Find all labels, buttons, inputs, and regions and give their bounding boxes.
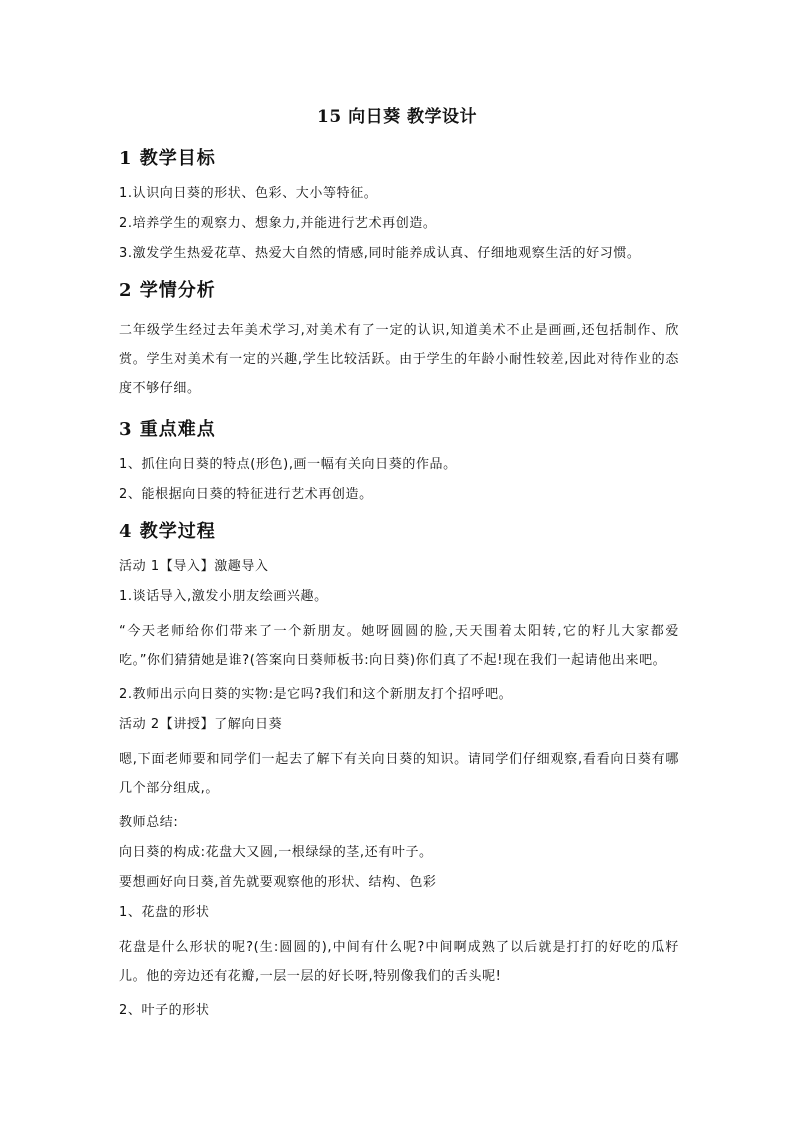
goal-item-2: 2.培养学生的观察力、想象力,并能进行艺术再创造。 (119, 216, 437, 231)
activity-2-title: 活动 2【讲授】了解向日葵 (119, 717, 283, 732)
student-analysis-paragraph: 二年级学生经过去年美术学习,对美术有了一定的认识,知道美术不止是画画,还包括制作、欣赏。学生对美术有一定的兴趣,学生比较活跃。由于学生的年龄小耐性较差,因此对待作业的态度不够仔细。 (119, 323, 679, 396)
activity-2-paragraph: 嗯,下面老师要和同学们一起去了解下有关向日葵的知识。请同学们仔细观察,看看向日葵有哪几个部分组成,。 (119, 752, 679, 796)
key-point-2: 2、能根据向日葵的特征进行艺术再创造。 (119, 487, 373, 502)
section-heading-key-points: 3 重点难点 (119, 419, 216, 440)
document-title: 15 向日葵 教学设计 (317, 107, 477, 127)
observation-instruction: 要想画好向日葵,首先就要观察他的形状、结构、色彩 (119, 875, 437, 890)
teacher-summary-text: 向日葵的构成:花盘大又圆,一根绿绿的茎,还有叶子。 (119, 845, 433, 860)
activity-1-title: 活动 1【导入】激趣导入 (119, 559, 269, 574)
section-heading-teaching-process: 4 教学过程 (119, 521, 216, 542)
section-heading-teaching-goals: 1 教学目标 (119, 148, 216, 169)
activity-1-quote: “今天老师给你们带来了一个新朋友。她呀圆圆的脸,天天围着太阳转,它的籽儿大家都爱吃。”你们猜猜她是谁?(答案向日葵师板书:向日葵)你们真了不起!现在我们一起请他出来吧。 (119, 624, 679, 668)
activity-1-item-1: 1.谈话导入,激发小朋友绘画兴趣。 (119, 589, 328, 604)
teacher-summary-label: 教师总结: (119, 815, 179, 830)
section-heading-student-analysis: 2 学情分析 (119, 280, 216, 301)
document-body (119, 146, 679, 1031)
goal-item-1: 1.认识向日葵的形状、色彩、大小等特征。 (119, 186, 378, 201)
key-point-1: 1、抓住向日葵的特点(形色),画一幅有关向日葵的作品。 (119, 457, 457, 472)
activity-1-item-2: 2.教师出示向日葵的实物:是它吗?我们和这个新朋友打个招呼吧。 (119, 687, 513, 702)
subheading-flower-disc-shape: 1、花盘的形状 (119, 905, 210, 920)
flower-disc-paragraph: 花盘是什么形状的呢?(生:圆圆的),中间有什么呢?中间啊成熟了以后就是打打的好吃的瓜籽儿。他的旁边还有花瓣,一层一层的好长呀,特别像我们的舌头呢! (119, 940, 679, 984)
goal-item-3: 3.激发学生热爱花草、热爱大自然的情感,同时能养成认真、仔细地观察生活的好习惯。 (119, 246, 641, 261)
subheading-leaf-shape: 2、叶子的形状 (119, 1003, 210, 1018)
